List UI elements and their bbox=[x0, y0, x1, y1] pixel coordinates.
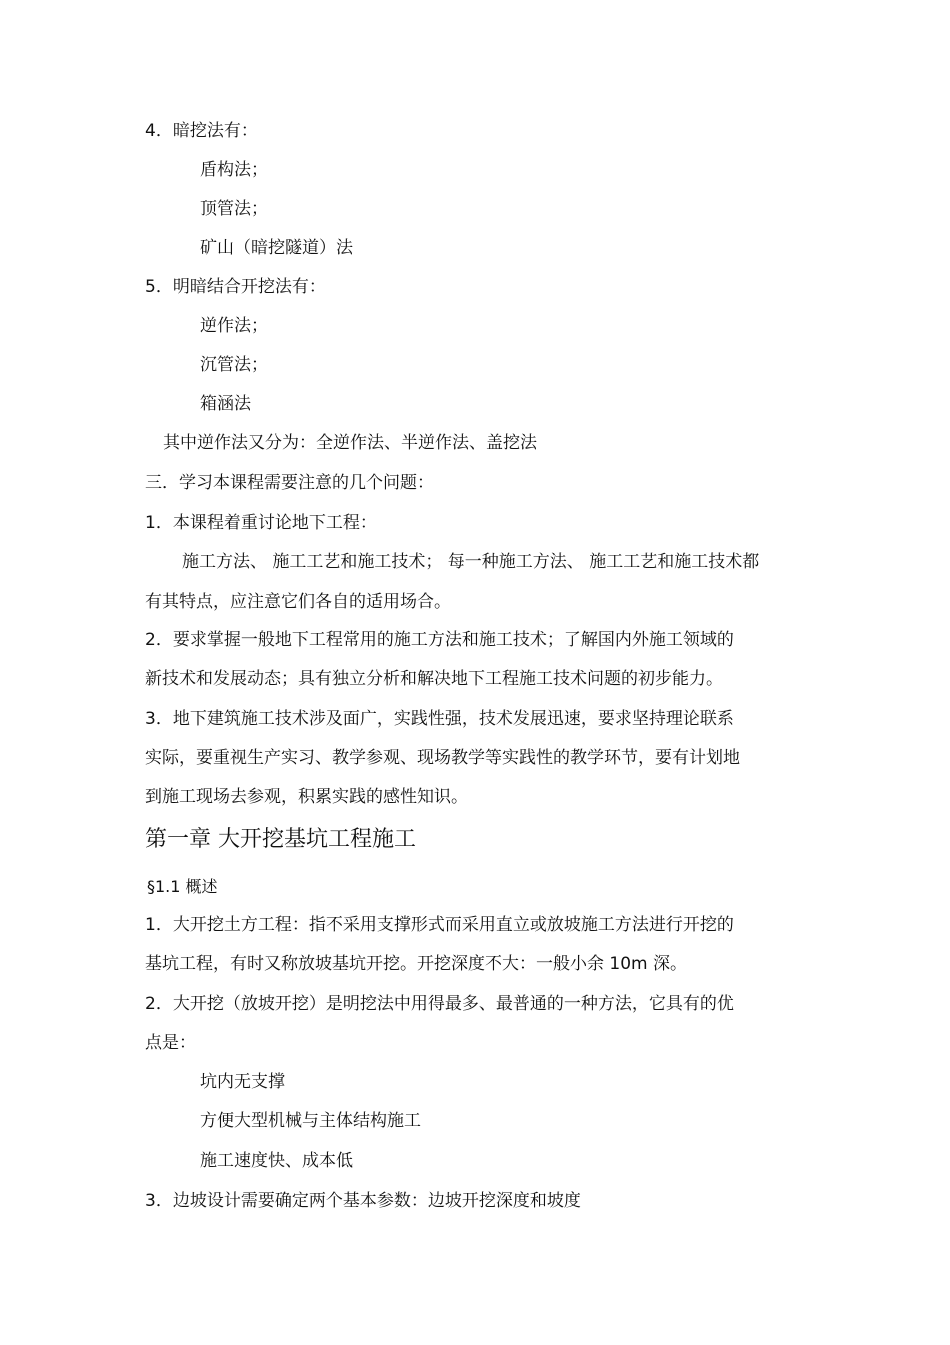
section-title: §1.1 概述 bbox=[147, 877, 218, 896]
chapter-title: 第一章 大开挖基坑工程施工 bbox=[145, 827, 416, 852]
paragraph-top-down-types: 其中逆作法又分为：全逆作法、半逆作法、盖挖法 bbox=[163, 433, 537, 453]
list-item-immersed-tube: 沉管法； bbox=[200, 355, 268, 375]
paragraph-slope-design: 3．边坡设计需要确定两个基本参数：边坡开挖深度和坡度 bbox=[145, 1191, 581, 1211]
list-item-shield-method: 盾构法； bbox=[200, 160, 268, 180]
paragraph-open-cut-depth: 基坑工程，有时又称放坡基坑开挖。开挖深度不大：一般小余 10m 深。 bbox=[145, 954, 687, 974]
paragraph-advantages-lead: 点是： bbox=[145, 1033, 196, 1053]
section-heading-course-notes: 三．学习本课程需要注意的几个问题： bbox=[145, 473, 434, 493]
list-heading-combined-methods: 5．明暗结合开挖法有： bbox=[145, 277, 326, 297]
list-item-top-down: 逆作法； bbox=[200, 316, 268, 336]
paragraph-requirement-3: 3．地下建筑施工技术涉及面广，实践性强，技术发展迅速，要求坚持理论联系 bbox=[145, 709, 734, 729]
list-item-mining-method: 矿山（暗挖隧道）法 bbox=[200, 238, 353, 258]
list-item-speed-cost: 施工速度快、成本低 bbox=[200, 1151, 353, 1171]
paragraph-methods-continued: 有其特点，应注意它们各自的适用场合。 bbox=[145, 592, 451, 612]
paragraph-open-cut-definition: 1．大开挖土方工程：指不采用支撑形式而采用直立或放坡施工方法进行开挖的 bbox=[145, 915, 734, 935]
paragraph-requirement-3-line-3: 到施工现场去参观，积累实践的感性知识。 bbox=[145, 787, 468, 807]
paragraph-requirement-2: 2．要求掌握一般地下工程常用的施工方法和施工技术；了解国内外施工领域的 bbox=[145, 630, 734, 650]
list-heading-concealed-excavation: 4．暗挖法有： bbox=[145, 121, 258, 141]
list-item-no-support: 坑内无支撑 bbox=[200, 1072, 285, 1092]
list-item-box-culvert: 箱涵法 bbox=[200, 394, 251, 414]
list-item-machinery: 方便大型机械与主体结构施工 bbox=[200, 1111, 421, 1131]
paragraph-requirement-2-continued: 新技术和发展动态；具有独立分析和解决地下工程施工技术问题的初步能力。 bbox=[145, 669, 723, 689]
list-item-pipe-jacking: 顶管法； bbox=[200, 199, 268, 219]
paragraph-course-focus: 1．本课程着重讨论地下工程： bbox=[145, 513, 377, 533]
paragraph-open-cut-advantages: 2．大开挖（放坡开挖）是明挖法中用得最多、最普通的一种方法，它具有的优 bbox=[145, 994, 734, 1014]
paragraph-methods-line: 施工方法、 施工工艺和施工技术； 每一种施工方法、 施工工艺和施工技术都 bbox=[182, 552, 760, 572]
paragraph-requirement-3-line-2: 实际，要重视生产实习、教学参观、现场教学等实践性的教学环节，要有计划地 bbox=[145, 748, 740, 768]
